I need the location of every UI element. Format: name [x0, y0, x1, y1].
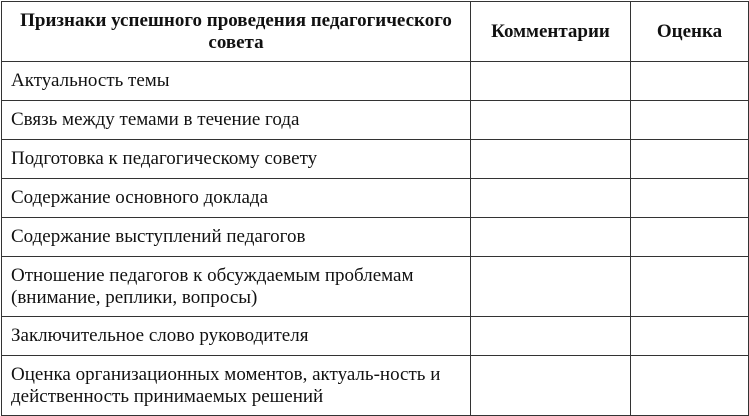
comment-cell [471, 179, 631, 218]
comment-cell [471, 356, 631, 416]
header-criteria: Признаки успешного проведения педагогического совета [2, 2, 471, 62]
rating-cell [631, 257, 749, 317]
table-row [2, 101, 749, 140]
criterion-cell: Содержание основного доклада [2, 179, 471, 218]
table-row [2, 356, 749, 416]
rating-cell [631, 62, 749, 101]
comment-cell [471, 218, 631, 257]
header-rating: Оценка [631, 2, 749, 62]
criterion-cell: Подготовка к педагогическому совету [2, 140, 471, 179]
rating-cell [631, 317, 749, 356]
table-row [2, 257, 749, 317]
criterion-cell: Содержание выступлений педагогов [2, 218, 471, 257]
table-row [2, 317, 749, 356]
comment-cell [471, 317, 631, 356]
criterion-cell: Отношение педагогов к обсуждаемым проблемам (внимание, реплики, вопросы) [2, 257, 471, 317]
criterion-cell: Актуальность темы [2, 62, 471, 101]
table-header-row [2, 2, 749, 62]
criterion-cell: Оценка организационных моментов, актуаль-ность и действенность принимаемых решений [2, 356, 471, 416]
rating-cell [631, 218, 749, 257]
rating-cell [631, 101, 749, 140]
evaluation-table [1, 1, 749, 416]
criterion-cell: Связь между темами в течение года [2, 101, 471, 140]
table-row [2, 62, 749, 101]
rating-cell [631, 179, 749, 218]
comment-cell [471, 140, 631, 179]
comment-cell [471, 257, 631, 317]
header-comments: Комментарии [471, 2, 631, 62]
comment-cell [471, 101, 631, 140]
comment-cell [471, 62, 631, 101]
table-row [2, 218, 749, 257]
table-row [2, 140, 749, 179]
criterion-cell: Заключительное слово руководителя [2, 317, 471, 356]
table-row [2, 179, 749, 218]
rating-cell [631, 140, 749, 179]
rating-cell [631, 356, 749, 416]
